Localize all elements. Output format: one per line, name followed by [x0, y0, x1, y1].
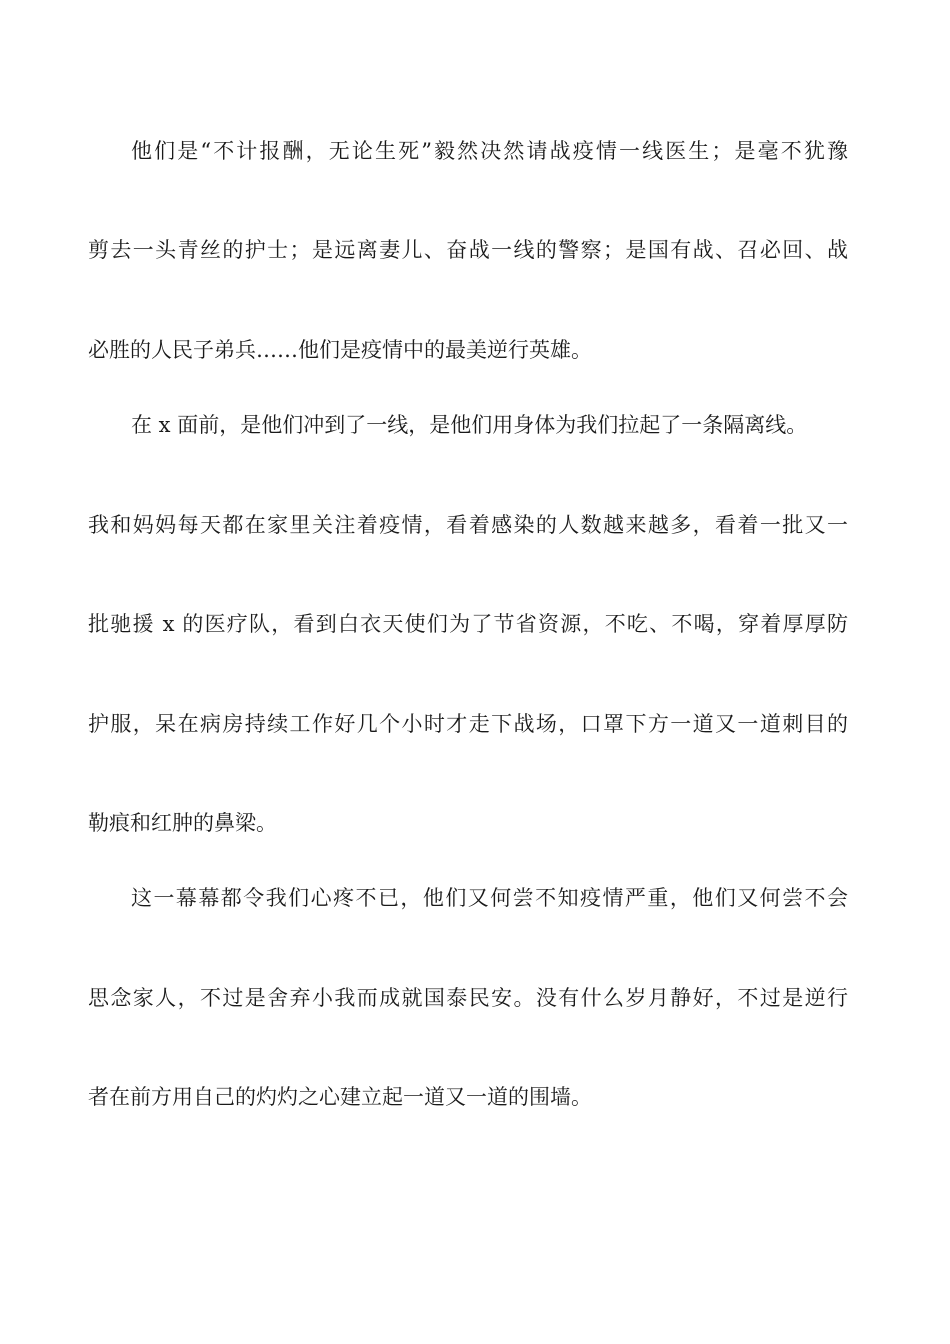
text-line: 我和妈妈每天都在家里关注着疫情，看着感染的人数越来越多，看着一批又一 [88, 513, 848, 537]
text-line: 者在前方用自己的灼灼之心建立起一道又一道的围墙。 [88, 1085, 592, 1109]
text-line: 在 x 面前，是他们冲到了一线，是他们用身体为我们拉起了一条隔离线。 [131, 413, 808, 437]
text-line: 护服，呆在病房持续工作好几个小时才走下战场，口罩下方一道又一道刺目的 [88, 712, 848, 736]
text-line: 批驰援 x 的医疗队，看到白衣天使们为了节省资源，不吃、不喝，穿着厚厚防 [88, 612, 848, 636]
text-line: 剪去一头青丝的护士；是远离妻儿、奋战一线的警察；是国有战、召必回、战 [88, 238, 848, 262]
text-line: 必胜的人民子弟兵……他们是疫情中的最美逆行英雄。 [88, 338, 592, 362]
text-line: 思念家人，不过是舍弃小我而成就国泰民安。没有什么岁月静好，不过是逆行 [88, 986, 848, 1010]
text-line: 勒痕和红肿的鼻梁。 [88, 811, 277, 835]
text-line: 他们是“不计报酬，无论生死”毅然决然请战疫情一线医生；是毫不犹豫 [131, 139, 848, 163]
text-line: 这一幕幕都令我们心疼不已，他们又何尝不知疫情严重，他们又何尝不会 [131, 886, 848, 910]
